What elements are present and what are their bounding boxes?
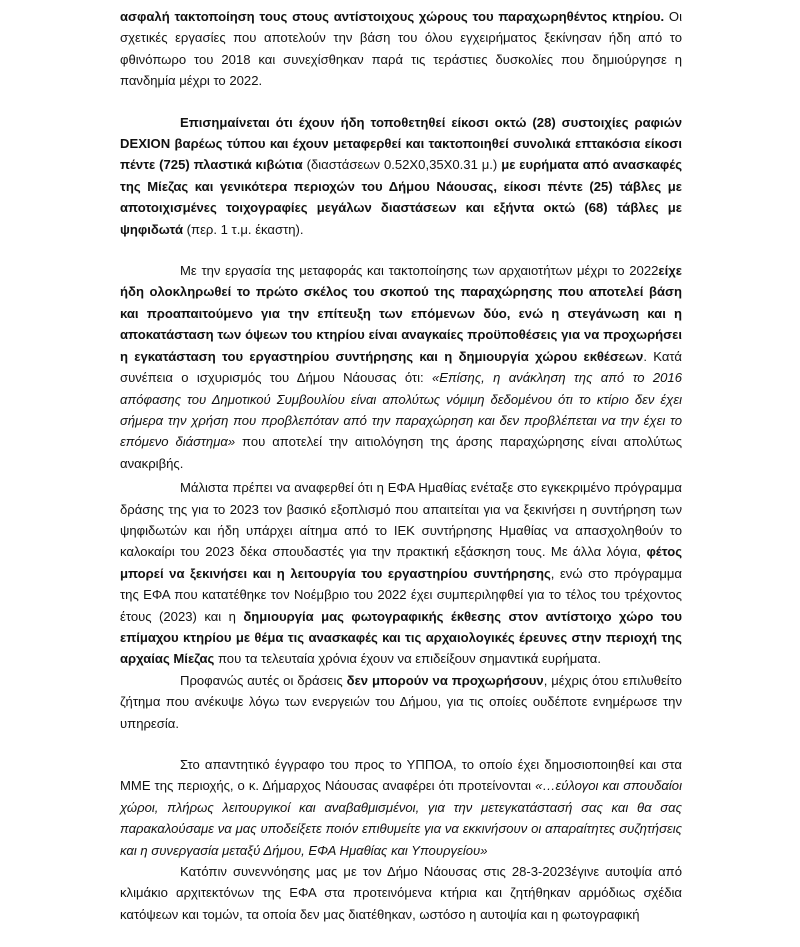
paragraph <box>120 260 682 474</box>
text-run: Με την εργασία της μεταφοράς και τακτοποίησης των αρχαιοτήτων μέχρι το 2022 <box>180 263 659 279</box>
text-run: (περ. 1 τ.μ. έκαστη). <box>183 221 304 237</box>
text-run: που αποτελεί την αιτιολόγηση της άρσης παραχώρησης είναι απολύτως ανακριβής. <box>120 434 683 471</box>
text-run: «Επίσης, η ανάκληση της από το 2016 απόφασης του Δημοτικού Συμβουλίου είναι απολύτως νόμιμη δεδομένου ότι το κτίριο δεν έχει σήμερα την χρήση που προβλεπόταν από την παραχώρηση και δεν προβλέπεται να την έχει το επόμενο διάστημα» <box>120 370 682 450</box>
text-run: «…εύλογοι και σπουδαίοι χώροι, πλήρως λειτουργικοί και αναβαθμισμένοι, για την μετεγκατάστασή σας και θα σας παρακαλούσαμε να μας υποδείξετε ποιόν επιθυμείτε για να εκκινήσουν οι απαραίτητες συζητήσεις και η συνεργασία μεταξύ Δήμου, ΕΦΑ Ημαθίας και Υπουργείου» <box>120 778 682 858</box>
text-run: Μάλιστα πρέπει να αναφερθεί ότι η ΕΦΑ Ημαθίας ενέταξε στο εγκεκριμένο πρόγραμμα δράσης της για το 2023 τον βασικό εξοπλισμό που απαιτείται για να ξεκινήσει η συντήρηση των ψηφιδωτών και ήδη υπάρχει αίτημα από το ΙΕΚ συντήρησης Ημαθίας να απασχοληθούν το καλοκαίρι του 2023 δέκα σπουδαστές για την πρακτική εξάσκηση τους. Με άλλα λόγια, <box>120 480 682 560</box>
text-run: , ενώ στο πρόγραμμα της ΕΦΑ που κατατέθηκε τον Νοέμβριο του 2022 έχει συμπεριληφθεί για το τέλος του τρέχοντος έτους (2023) και η <box>120 565 683 624</box>
paragraph <box>120 112 682 240</box>
document-page <box>120 6 682 925</box>
paragraph-gap <box>120 92 682 112</box>
paragraph <box>120 861 682 925</box>
text-run: φέτος μπορεί να ξεκινήσει και η λειτουργία του εργαστηρίου συντήρησης <box>120 544 682 581</box>
text-run: Προφανώς αυτές οι δράσεις <box>180 672 347 688</box>
text-run: είχε ήδη ολοκληρωθεί το πρώτο σκέλος του σκοπού της παραχώρησης που αποτελεί βάση και προαπαιτούμενο για την επίτευξη των επόμενων δύο, ενώ η στεγάνωση και η αποκατάσταση των όψεων του κτηρίου είναι αναγκαίες προϋποθέσεις για να προχωρήσει η εγκατάσταση του εργαστηρίου συντήρησης και η δημιουργία χώρου εκθέσεων <box>120 263 682 364</box>
text-run: δημιουργία μας φωτογραφικής έκθεσης στον αντίστοιχο χώρο του επίμαχου κτηρίου με θέμα τις ανασκαφές και τις αρχαιολογικές έρευνες στην περιοχή της αρχαίας Μίεζας <box>120 608 682 667</box>
text-run: . Κατά συνέπεια ο ισχυρισμός του Δήμου Νάουσας ότι: <box>120 348 682 386</box>
paragraph <box>120 754 682 861</box>
paragraph-gap <box>120 240 682 260</box>
text-run: ασφαλή τακτοποίηση τους στους αντίστοιχους χώρους του παραχωρηθέντος κτηρίου. <box>120 9 665 24</box>
paragraph-gap <box>120 734 682 754</box>
text-run: που τα τελευταία χρόνια έχουν να επιδείξουν σημαντικά ευρήματα. <box>214 651 601 667</box>
text-run: Επισημαίνεται ότι έχουν ήδη τοποθετηθεί είκοσι οκτώ (28) συστοιχίες ραφιών DEXION βαρέως τύπου και έχουν μεταφερθεί και τακτοποιηθεί συνολικά επτακόσια είκοσι πέντε (725) πλαστικά κιβώτια <box>120 114 682 173</box>
text-run: Κατόπιν συνεννόησης μας με τον Δήμο Νάουσας στις 28-3-2023έγινε αυτοψία από κλιμάκιο αρχιτεκτόνων της ΕΦΑ στα προτεινόμενα κτήρια και ζητήθηκαν αρμόδιως σχέδια κατόψεων και τομών, τα οποία δεν μας διατέθηκαν, ωστόσο η αυτοψία και η φωτογραφική <box>120 864 682 922</box>
text-run: (διαστάσεων 0.52Χ0,35Χ0.31 μ.) <box>302 157 502 173</box>
paragraph <box>120 477 682 670</box>
text-run: , μέχρις ότου επιλυθείτο ζήτημα που ανέκυψε λόγω των ενεργειών του Δήμου, για τις οποίες ουδέποτε ενημέρωσε την υπηρεσία. <box>120 672 682 731</box>
paragraph <box>120 6 682 92</box>
paragraph <box>120 670 682 734</box>
text-run: Στο απαντητικό έγγραφο του προς το ΥΠΠΟΑ, το οποίο έχει δημοσιοποιηθεί και στα ΜΜΕ της περιοχής, ο κ. Δήμαρχος Νάουσας αναφέρει ότι προτείνονται <box>120 757 682 794</box>
text-run: δεν μπορούν να προχωρήσουν <box>346 672 544 688</box>
text-run: Οι σχετικές εργασίες που αποτελούν την βάση του όλου εγχειρήματος ξεκίνησαν ήδη από το φθινόπωρο του 2018 και συνεχίσθηκαν παρά τις τεράστιες δυσκολίες που δημιούργησε η πανδημία μέχρι το 2022. <box>120 9 683 89</box>
text-run: με ευρήματα από ανασκαφές της Μίεζας και γενικότερα περιοχών του Δήμου Νάουσας, είκοσι πέντε (25) τάβλες με αποτοιχισμένες τοιχογραφίες μεγάλων διαστάσεων και εξήντα οκτώ (68) τάβλες με ψηφιδωτά <box>120 157 682 237</box>
